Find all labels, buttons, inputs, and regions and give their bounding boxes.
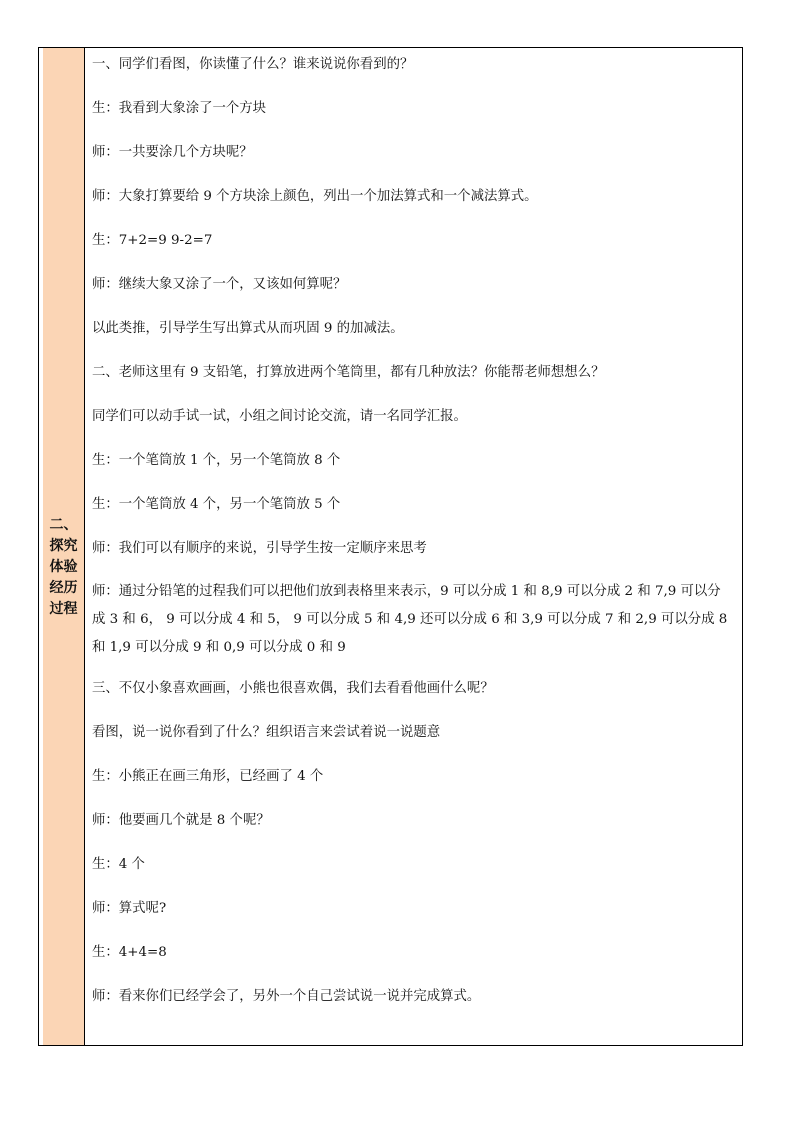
- paragraph-7: 以此类推，引导学生写出算式从而巩固 9 的加减法。: [92, 321, 404, 336]
- section-label-background: [43, 48, 84, 1045]
- section-content-cell: [85, 48, 742, 1045]
- paragraph-16: 生：小熊正在画三角形，已经画了 4 个: [92, 769, 324, 784]
- paragraph-15: 看图，说一说你看到了什么？组织语言来尝试着说一说题意: [92, 725, 441, 740]
- paragraph-8: 二、老师这里有 9 支铅笔，打算放进两个笔筒里，都有几种放法？你能帮老师想想么？: [92, 365, 605, 380]
- paragraph-10: 生：一个笔筒放 1 个，另一个笔筒放 8 个: [92, 453, 341, 468]
- paragraph-3: 师：一共要涂几个方块呢？: [92, 145, 253, 160]
- paragraph-14: 三、不仅小象喜欢画画，小熊也很喜欢偶，我们去看看他画什么呢？: [92, 681, 494, 696]
- paragraph-11: 生：一个笔筒放 4 个，另一个笔筒放 5 个: [92, 497, 341, 512]
- paragraph-19: 师：算式呢?: [92, 901, 167, 916]
- paragraph-4: 师：大象打算要给 9 个方块涂上颜色，列出一个加法算式和一个减法算式。: [92, 189, 538, 204]
- paragraph-20: 生：4+4=8: [92, 945, 167, 960]
- paragraph-21: 师：看来你们已经学会了，另外一个自己尝试说一说并完成算式。: [92, 989, 481, 1004]
- paragraph-12: 师：我们可以有顺序的来说，引导学生按一定顺序来思考: [92, 541, 427, 556]
- lesson-plan-table: [38, 47, 743, 1046]
- paragraph-2: 生：我看到大象涂了一个方块: [92, 101, 267, 116]
- paragraph-17: 师：他要画几个就是 8 个呢？: [92, 813, 270, 828]
- paragraph-1: 一、同学们看图，你读懂了什么？谁来说说你看到的？: [92, 57, 414, 72]
- section-label-cell: [39, 48, 85, 1045]
- paragraph-9: 同学们可以动手试一试，小组之间讨论交流，请一名同学汇报。: [92, 409, 467, 424]
- paragraph-6: 师：继续大象又涂了一个，又该如何算呢？: [92, 277, 347, 292]
- section-label: 二、探究体验经历过程: [49, 517, 78, 617]
- paragraph-18: 生：4 个: [92, 857, 145, 872]
- paragraph-5: 生：7+2=9 9-2=7: [92, 233, 213, 248]
- paragraph-13: 师：通过分铅笔的过程我们可以把他们放到表格里来表示，9 可以分成 1 和 8,9 可以分成 2 和 7,9 可以分成 3 和 6， 9 可以分成 4 和 5， 9 可以分成 5 和 4,9 还可以分成 6 和 3,9 可以分成 7 和 2,9 可以分成 8 和 1,9 可以分成 9 和 0,9 可以分成 0 和 9: [92, 584, 728, 655]
